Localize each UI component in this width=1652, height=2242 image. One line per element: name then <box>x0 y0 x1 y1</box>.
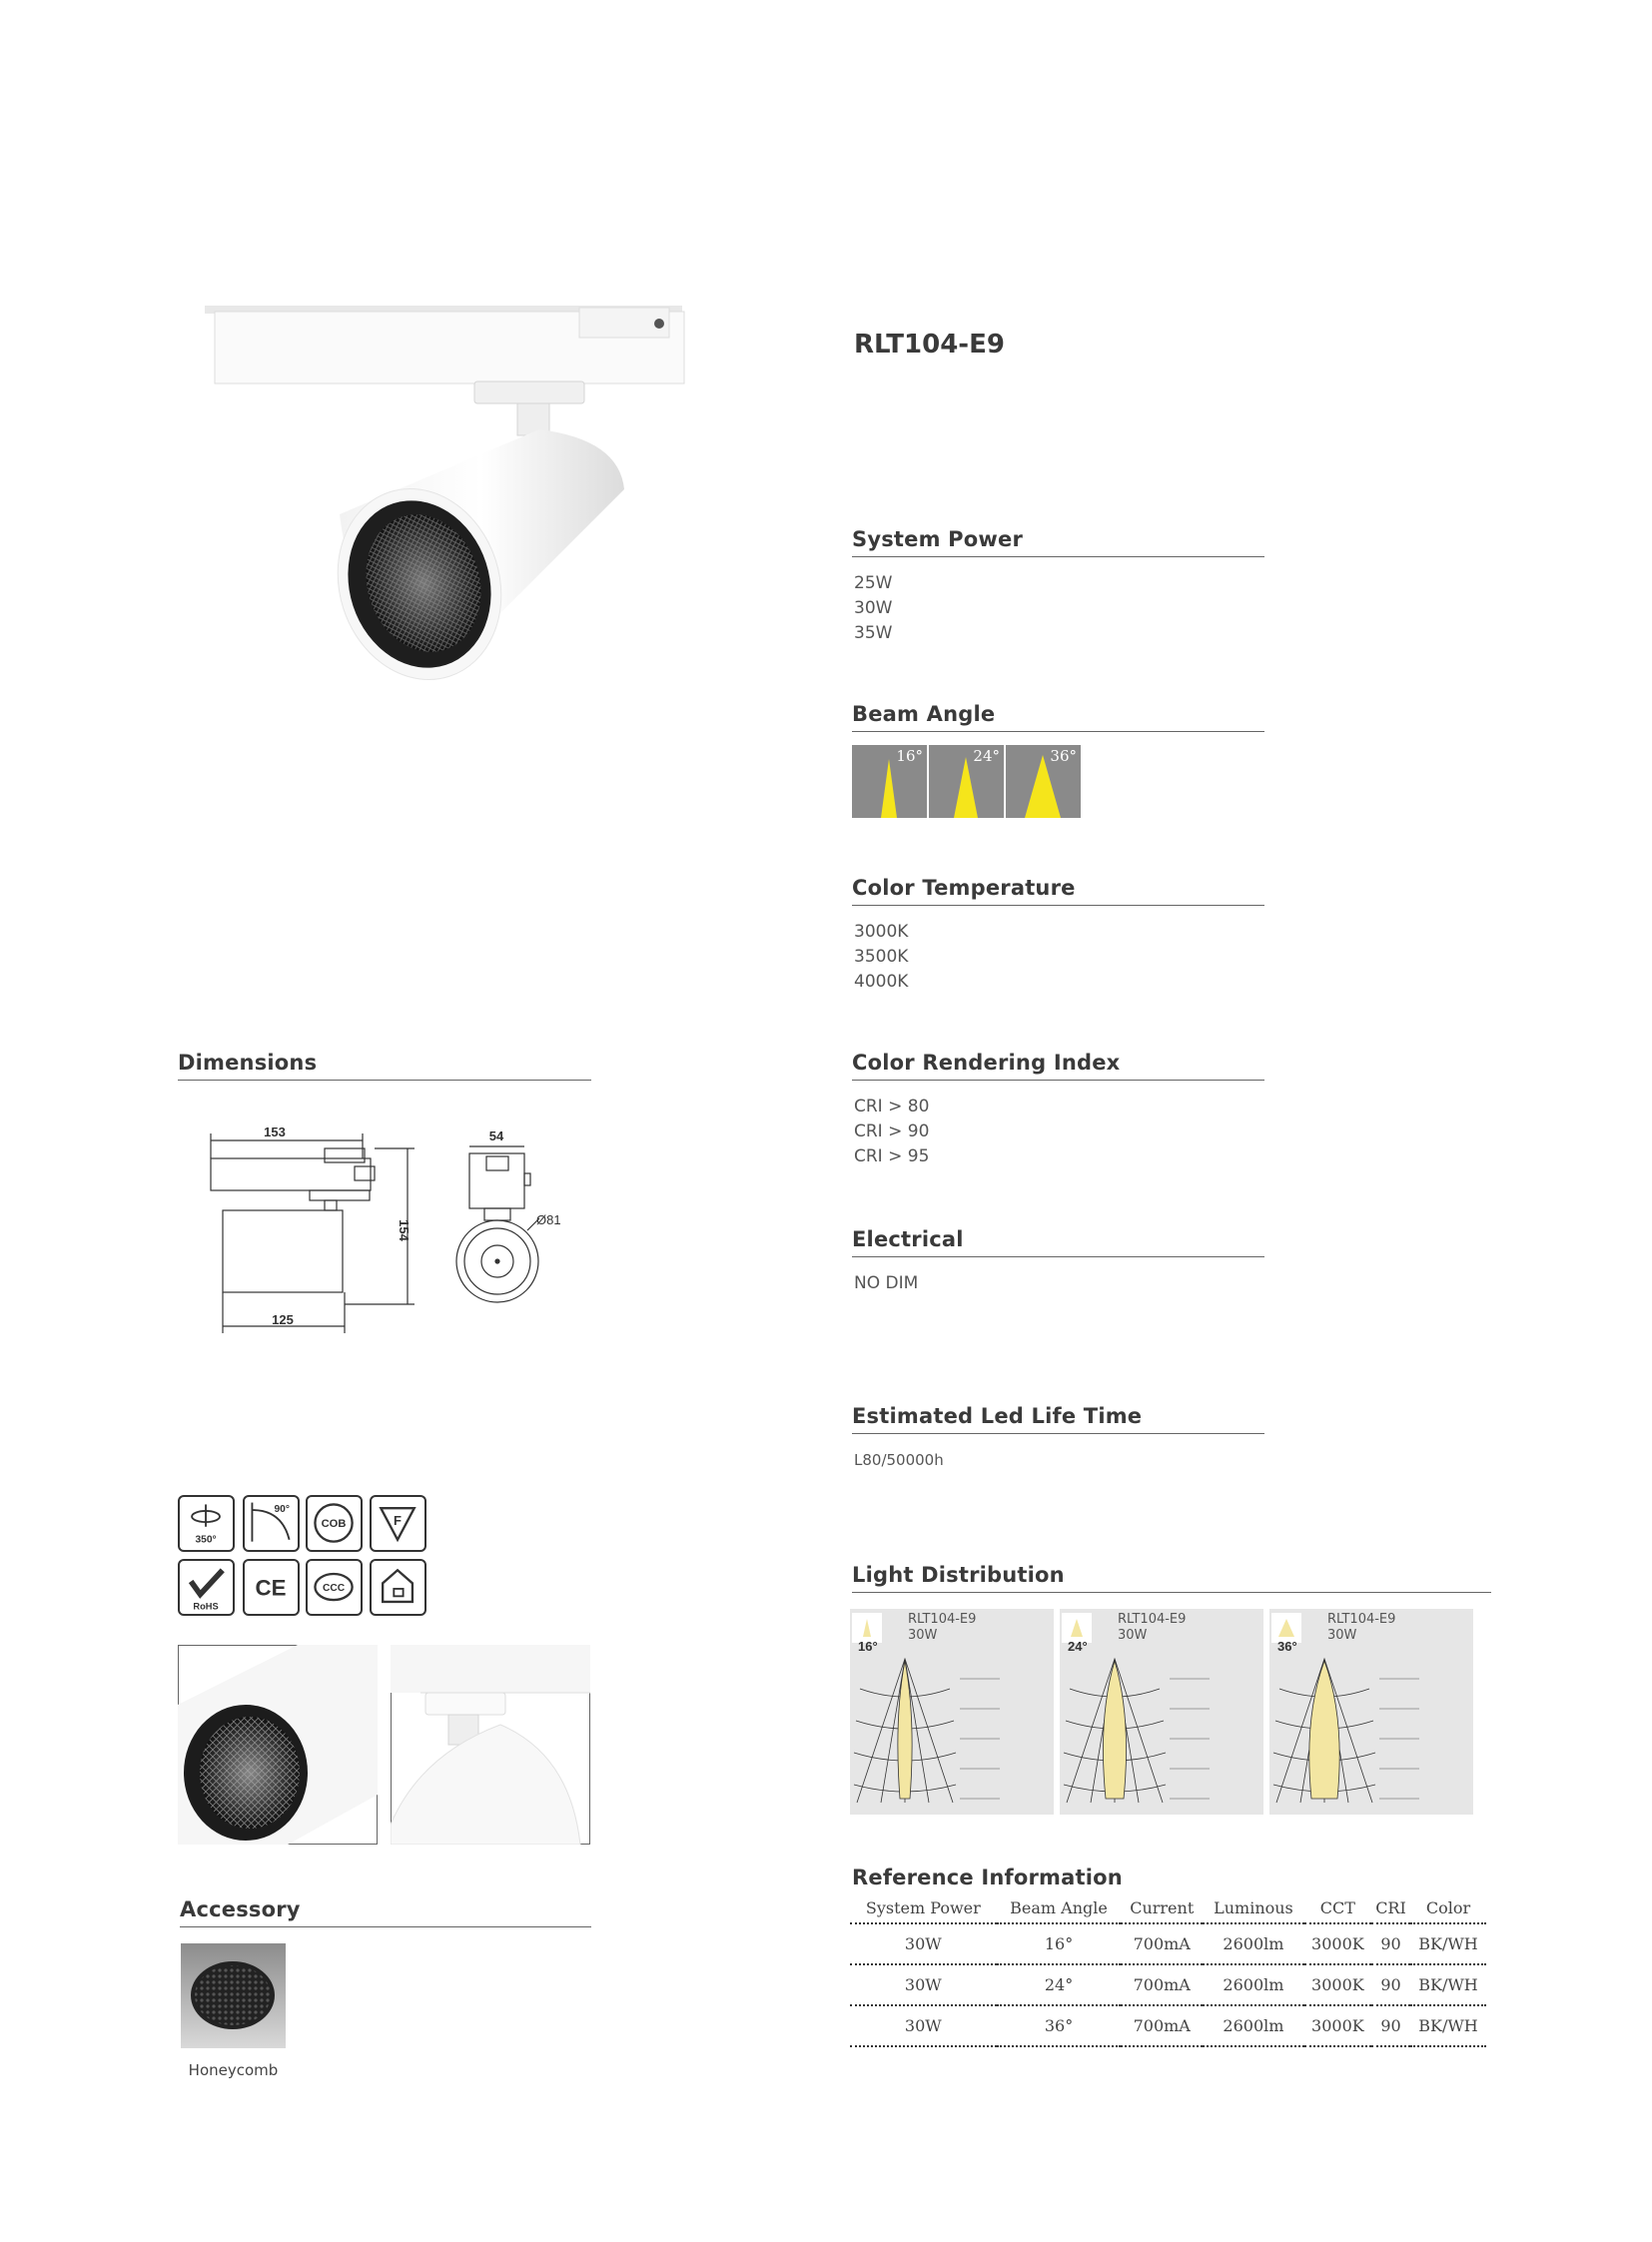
col-system-power: System Power <box>850 1892 997 1923</box>
color-temperature-value: 3500K <box>854 947 909 967</box>
indoor-use-icon <box>370 1559 426 1616</box>
product-model: RLT104-E9 <box>854 330 1005 360</box>
honeycomb-accessory-image <box>181 1943 286 2048</box>
panel-power: 30W <box>908 1628 938 1643</box>
beam-angle-label: 24° <box>973 747 1000 765</box>
ce-icon <box>243 1559 300 1616</box>
reference-table <box>850 1892 1486 2047</box>
col-cct: CCT <box>1304 1892 1371 1923</box>
col-cri: CRI <box>1371 1892 1410 1923</box>
table-cell: 2600lm <box>1203 1964 1304 2005</box>
system-power-heading: System Power <box>852 527 1024 551</box>
ccc-icon <box>306 1559 363 1616</box>
dim-width-top: 153 <box>264 1124 286 1139</box>
table-cell: 90 <box>1371 2005 1410 2046</box>
color-temperature-value: 4000K <box>854 972 909 992</box>
rotation-label: 350° <box>195 1534 217 1546</box>
life-time-value: L80/50000h <box>854 1451 944 1469</box>
divider <box>852 1080 1264 1081</box>
beam-angle-label: 16° <box>896 747 923 765</box>
table-row <box>850 1964 1486 2005</box>
electrical-value: NO DIM <box>854 1273 919 1293</box>
f-mark-icon <box>370 1495 426 1552</box>
table-cell: 3000K <box>1304 1964 1371 2005</box>
table-cell: BK/WH <box>1410 1923 1486 1964</box>
light-distribution-heading: Light Distribution <box>852 1563 1065 1587</box>
light-distribution-panel-24 <box>1060 1609 1263 1815</box>
panel-power: 30W <box>1327 1628 1357 1643</box>
ccc-label: CCC <box>322 1582 346 1594</box>
beam-angle-label: 36° <box>1050 747 1077 765</box>
panel-angle: 36° <box>1277 1639 1297 1654</box>
beam-angle-swatch-24 <box>929 745 1004 818</box>
tilt-90-icon <box>243 1495 300 1552</box>
dim-depth: 54 <box>488 1128 504 1143</box>
panel-angle: 24° <box>1068 1639 1088 1654</box>
panel-model: RLT104-E9 <box>1327 1612 1396 1627</box>
panel-caption <box>1118 1612 1186 1644</box>
dimension-drawing <box>195 1119 594 1338</box>
table-cell: 2600lm <box>1203 2005 1304 2046</box>
col-luminous: Luminous <box>1203 1892 1304 1923</box>
cob-label: COB <box>321 1517 347 1530</box>
divider <box>180 1926 591 1927</box>
table-row <box>850 1923 1486 1964</box>
light-distribution-panel-16 <box>850 1609 1054 1815</box>
light-distribution-panel-36 <box>1269 1609 1473 1815</box>
divider <box>852 1433 1264 1434</box>
color-temperature-value: 3000K <box>854 922 909 942</box>
panel-caption <box>1327 1612 1395 1644</box>
accessory-heading: Accessory <box>180 1897 301 1921</box>
rotation-350-icon <box>178 1495 235 1552</box>
rohs-label: RoHS <box>193 1601 219 1612</box>
dim-height: 154 <box>397 1219 412 1241</box>
dim-width-body: 125 <box>272 1312 294 1327</box>
table-cell: 36° <box>997 2005 1122 2046</box>
table-header-row <box>850 1892 1486 1923</box>
beam-angle-swatch-36 <box>1006 745 1081 818</box>
product-photo <box>200 300 689 689</box>
color-temperature-heading: Color Temperature <box>852 876 1076 900</box>
panel-model: RLT104-E9 <box>908 1612 977 1627</box>
table-cell: 3000K <box>1304 1923 1371 1964</box>
beam-angle-swatch-16 <box>852 745 927 818</box>
col-color: Color <box>1410 1892 1486 1923</box>
life-time-heading: Estimated Led Life Time <box>852 1404 1143 1428</box>
table-cell: 30W <box>850 2005 997 2046</box>
table-cell: 3000K <box>1304 2005 1371 2046</box>
divider <box>852 1592 1491 1593</box>
divider <box>852 1256 1264 1257</box>
divider <box>178 1080 591 1081</box>
f-mark-label: F <box>394 1512 403 1528</box>
divider <box>852 731 1264 732</box>
table-cell: BK/WH <box>1410 2005 1486 2046</box>
system-power-values <box>854 571 892 646</box>
tilt-label: 90° <box>274 1503 290 1515</box>
accessory-name: Honeycomb <box>188 2061 279 2079</box>
cri-value: CRI > 80 <box>854 1097 930 1117</box>
panel-model: RLT104-E9 <box>1118 1612 1187 1627</box>
col-current: Current <box>1121 1892 1203 1923</box>
table-cell: BK/WH <box>1410 1964 1486 2005</box>
reference-heading: Reference Information <box>852 1866 1123 1889</box>
cri-value: CRI > 95 <box>854 1146 930 1166</box>
system-power-value: 35W <box>854 623 893 643</box>
divider <box>852 905 1264 906</box>
divider <box>852 556 1264 557</box>
cri-heading: Color Rendering Index <box>852 1051 1121 1075</box>
table-row <box>850 2005 1486 2046</box>
cob-icon <box>306 1495 363 1552</box>
color-temperature-values <box>854 920 908 995</box>
table-cell: 700mA <box>1121 2005 1203 2046</box>
col-beam-angle: Beam Angle <box>997 1892 1122 1923</box>
table-cell: 90 <box>1371 1923 1410 1964</box>
table-cell: 700mA <box>1121 1964 1203 2005</box>
cri-values <box>854 1095 929 1169</box>
detail-photo-reflector <box>178 1645 378 1845</box>
table-cell: 30W <box>850 1964 997 2005</box>
dim-diameter: Ø81 <box>536 1212 561 1227</box>
table-cell: 30W <box>850 1923 997 1964</box>
table-cell: 700mA <box>1121 1923 1203 1964</box>
table-cell: 24° <box>997 1964 1122 2005</box>
beam-angle-heading: Beam Angle <box>852 702 996 726</box>
table-cell: 16° <box>997 1923 1122 1964</box>
panel-power: 30W <box>1118 1628 1148 1643</box>
panel-caption <box>908 1612 976 1644</box>
system-power-value: 30W <box>854 598 893 618</box>
cri-value: CRI > 90 <box>854 1121 930 1141</box>
detail-photo-joint <box>391 1645 590 1845</box>
table-cell: 2600lm <box>1203 1923 1304 1964</box>
dimensions-heading: Dimensions <box>178 1051 318 1075</box>
rohs-icon <box>178 1559 235 1616</box>
panel-angle: 16° <box>858 1639 878 1654</box>
system-power-value: 25W <box>854 573 893 593</box>
table-cell: 90 <box>1371 1964 1410 2005</box>
ce-label: CE <box>255 1575 287 1601</box>
electrical-heading: Electrical <box>852 1227 964 1251</box>
